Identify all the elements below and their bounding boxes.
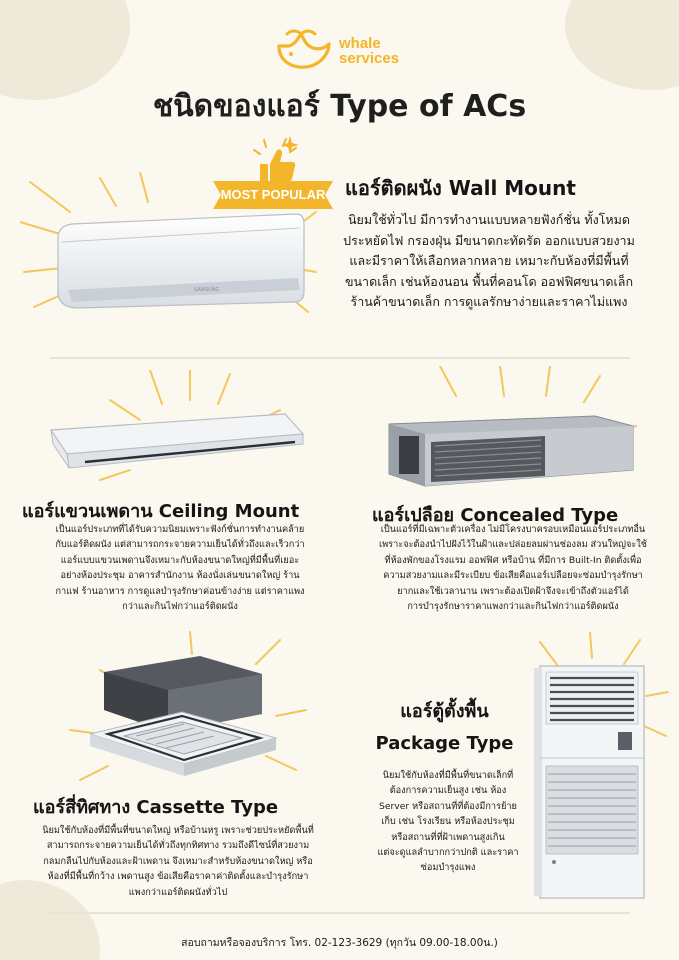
concealed-description (348, 522, 678, 614)
cassette-description (8, 823, 348, 900)
desc-line: เป็นแอร์ที่มีเฉพาะตัวเครื่อง ไม่มีโครงบาครอบเหมือนแอร์ประเภทอื่น (380, 524, 646, 535)
brand-line2: services (339, 50, 400, 67)
desc-line: แอร์แบบแขวนเพดานจึงเหมาะกับห้องขนาดใหญ่ที่มีพื้นที่เยอะ (60, 554, 300, 566)
desc-line: การบำรุงรักษาราคาแพงกว่าและกินไฟกว่าแอร์ติดผนัง (407, 601, 619, 613)
desc-line: ขนาดเล็ก เช่นห้องนอน พื้นที่คอนโด ออฟฟิศขนาดเล็ก (344, 273, 634, 289)
desc-line: ยากและใช้เวลานาน เพราะต้องเปิดฝ้าจึงจะเข้าถึงตัวแอร์ได้ (397, 585, 629, 597)
star-icon (280, 135, 300, 155)
desc-line: แพงกว่าแอร์ติดผนังทั่วไป (128, 886, 228, 898)
concealed-ac-image (385, 412, 635, 494)
desc-line: กว่าและกินไฟกว่าแอร์ติดผนัง (122, 601, 238, 613)
desc-line: และมีราคาให้เลือกหลากหลาย เหมาะกับห้องที่มีพื้นที่ (349, 253, 629, 268)
most-popular-badge (213, 177, 333, 213)
desc-line: กาแฟ ร้านอาหาร การดูแลบำรุงรักษาค่อนข้างง่าย แต่ราคาแพง (55, 585, 305, 597)
brand-logo (275, 22, 415, 82)
cassette-ac-image (90, 652, 280, 782)
desc-line: สามารถกระจายความเย็นได้ทั่วถึงทุกทิศทาง รวมถึงดีไซน์ที่สวยงาม (46, 840, 310, 852)
desc-line: เก็บ เช่น โรงเรียน หรือห้องประชุม (381, 816, 515, 828)
ceiling-mount-title: แอร์แขวนเพดาน Ceiling Mount (22, 501, 300, 522)
desc-line: แต่จะดูแลลำบากกว่าปกติ และราคา (377, 847, 519, 859)
package-title-line2: Package Type (375, 733, 514, 754)
footer-contact: สอบถามหรือจองบริการ โทร. 02-123-3629 (ทุกวัน 09.00-18.00น.) (181, 937, 498, 949)
brand-line1: whale (339, 35, 381, 52)
desc-line: ซ่อมบำรุงแพง (420, 862, 476, 874)
whale-icon (275, 28, 335, 72)
desc-line: นิยมใช้กับห้องที่มีพื้นที่ขนาดเล็กที่ (382, 770, 514, 781)
desc-line: นิยมใช้ทั่วไป มีการทำงานแบบหลายฟังก์ชั่น ทั้งโหมด (348, 212, 630, 227)
cassette-title: แอร์สี่ทิศทาง Cassette Type (33, 797, 279, 818)
desc-line: หรือสถานที่ที่ฝ้าเพดานสูงเกิน (391, 831, 505, 843)
desc-line: ที่ห้องพักของโรงแรม ออฟฟิศ หรือบ้าน ที่มีการ Built-In ติดตั้งเพื่อ (384, 554, 642, 566)
desc-line: ห้องที่มีพื้นที่กว้าง เพดานสูง ข้อเสียคือราคาค่าติดตั้งและบำรุงรักษา (47, 871, 309, 883)
page-title: ชนิดของแอร์ Type of ACs (152, 89, 527, 124)
background-blob (565, 0, 679, 90)
section-divider (50, 912, 630, 914)
desc-line: ต้องการความเย็นสูง เช่น ห้อง (389, 785, 507, 797)
wall-mount-title: แอร์ติดผนัง Wall Mount (345, 176, 576, 200)
brand-name (339, 36, 399, 66)
desc-line: เป็นแอร์ประเภทที่ได้รับความนิยมเพราะฟังก์ชั่นการทำงานคล้าย (55, 524, 305, 535)
desc-line: กับแอร์ติดผนัง แต่สามารถกระจายความเย็นได้ทั่วถึงและเร็วกว่า (55, 539, 305, 551)
ceiling-mount-description (15, 522, 345, 614)
desc-line: นิยมใช้กับห้องที่มีพื้นที่ขนาดใหญ่ หรือบ้านหรู เพราะช่วยประหยัดพื้นที่ (42, 825, 314, 836)
package-description (358, 768, 538, 876)
desc-line: กลมกลืนไปกับห้องและฝ้าเพดาน จึงเหมาะสำหรับห้องขนาดใหญ่ หรือ (43, 855, 313, 867)
desc-line: อย่างห้องประชุม อาคารสำนักงาน ห้องนั่งเล่นขนาดใหญ่ ร้าน (60, 570, 300, 582)
wall-mount-description (304, 210, 674, 313)
unit-brand-label: SAMSUNG (194, 287, 220, 293)
most-popular-label: MOST POPULAR (220, 187, 326, 202)
package-ac-image (534, 662, 648, 902)
desc-line: Server หรือสถานที่ที่ต้องมีการย้าย (379, 800, 517, 812)
desc-line: ความสวยงามและมีระเบียบ ข้อเสียคือแอร์เปลือยจะซ่อมบำรุงรักษา (383, 570, 643, 582)
section-divider (50, 357, 630, 359)
desc-line: ประหยัดไฟ กรองฝุ่น มีขนาดกะทัดรัด ออกแบบสวยงาม (343, 232, 635, 248)
desc-line: ร้านค้าขนาดเล็ก การดูแลรักษาง่ายและราคาไม่แพง (350, 294, 628, 309)
ceiling-mount-ac-image (45, 410, 305, 472)
package-title-line1: แอร์ตู้ตั้งพื้น (400, 701, 489, 722)
package-title (352, 696, 537, 760)
desc-line: เพราะจะต้องนำไปฝังไว้ในฝ้าและปล่อยลมผ่านช่องลม ส่วนใหญ่จะใช้ (378, 539, 648, 551)
wall-mount-ac-image (48, 208, 306, 310)
concealed-title: แอร์เปลือย Concealed Type (372, 505, 619, 526)
